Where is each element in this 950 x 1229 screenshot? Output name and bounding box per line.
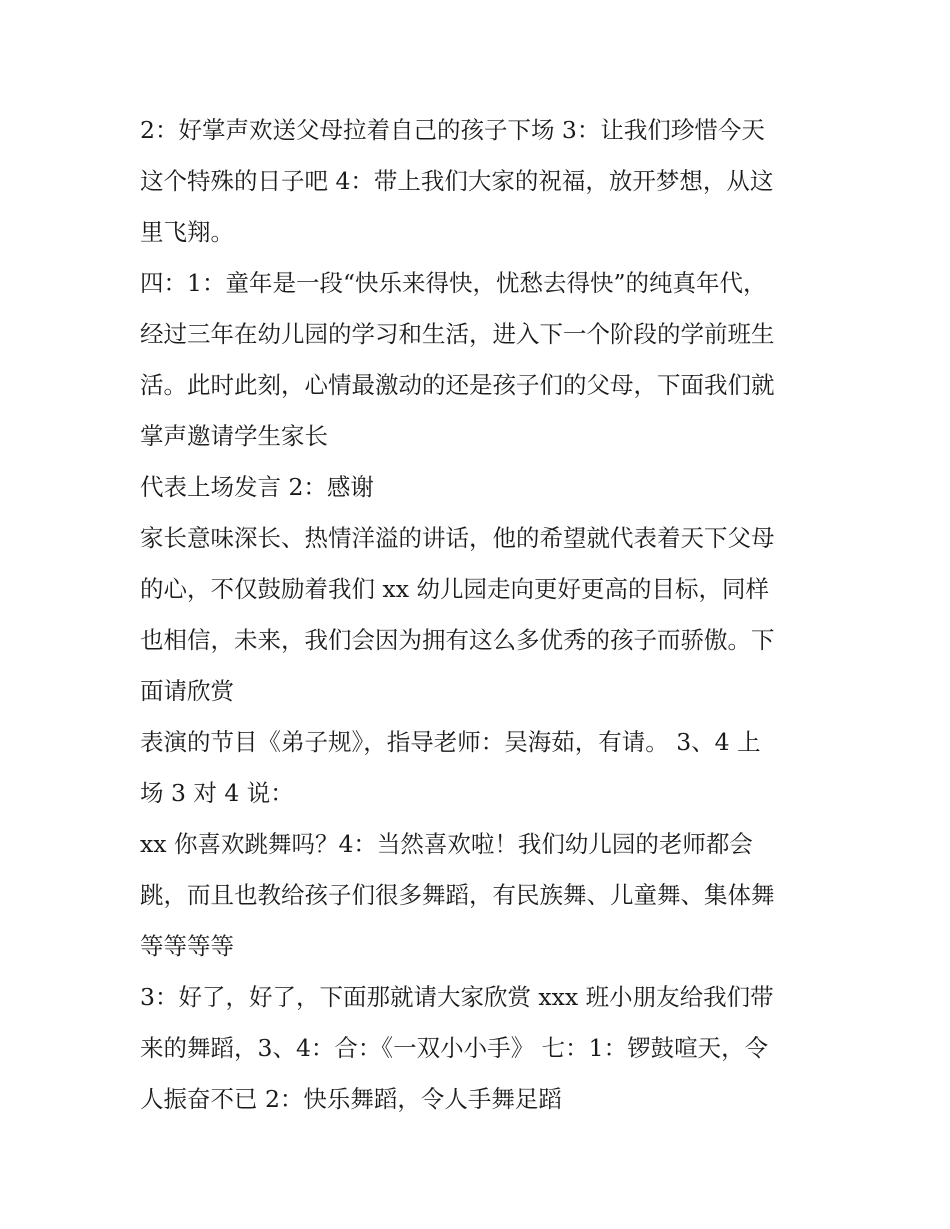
text-line: 场 3 对 4 说： bbox=[140, 779, 294, 807]
text-line: 经过三年在幼儿园的学习和生活，进入下一个阶段的学前班生 bbox=[140, 320, 775, 348]
text-line: 四：1：童年是一段“快乐来得快，忧愁去得快”的纯真年代， bbox=[140, 269, 767, 297]
text-line: 人振奋不已 2：快乐舞蹈，令人手舞足蹈 bbox=[140, 1085, 562, 1113]
text-line: 活。此时此刻，心情最激动的还是孩子们的父母，下面我们就 bbox=[140, 371, 775, 399]
text-line: 家长意味深长、热情洋溢的讲话，他的希望就代表着天下父母 bbox=[140, 524, 775, 552]
text-line: 面请欣赏 bbox=[140, 677, 234, 705]
document-body bbox=[140, 105, 820, 1125]
text-line: 3：好了，好了，下面那就请大家欣赏 xxx 班小朋友给我们带 bbox=[140, 983, 774, 1011]
text-line: 的心，不仅鼓励着我们 xx 幼儿园走向更好更高的目标，同样 bbox=[140, 575, 769, 603]
text-line: 掌声邀请学生家长 bbox=[140, 422, 328, 450]
text-line: 代表上场发言 2：感谢 bbox=[140, 473, 374, 501]
text-line: 表演的节目《弟子规》，指导老师：吴海茹，有请。 3、4 上 bbox=[140, 728, 761, 756]
text-line: 也相信，未来，我们会因为拥有这么多优秀的孩子而骄傲。下 bbox=[140, 626, 775, 654]
text-line: 2：好掌声欢送父母拉着自己的孩子下场 3：让我们珍惜今天 bbox=[140, 116, 765, 144]
text-line: xx 你喜欢跳舞吗？4：当然喜欢啦！我们幼儿园的老师都会 bbox=[140, 830, 753, 858]
text-line: 来的舞蹈，3、4：合：《一双小小手》 七：1：锣鼓喧天，令 bbox=[140, 1034, 769, 1062]
text-line: 等等等等 bbox=[140, 932, 234, 960]
text-line: 里飞翔。 bbox=[140, 218, 234, 246]
text-line: 跳，而且也教给孩子们很多舞蹈，有民族舞、儿童舞、集体舞 bbox=[140, 881, 775, 909]
text-line: 这个特殊的日子吧 4：带上我们大家的祝福，放开梦想，从这 bbox=[140, 167, 774, 195]
